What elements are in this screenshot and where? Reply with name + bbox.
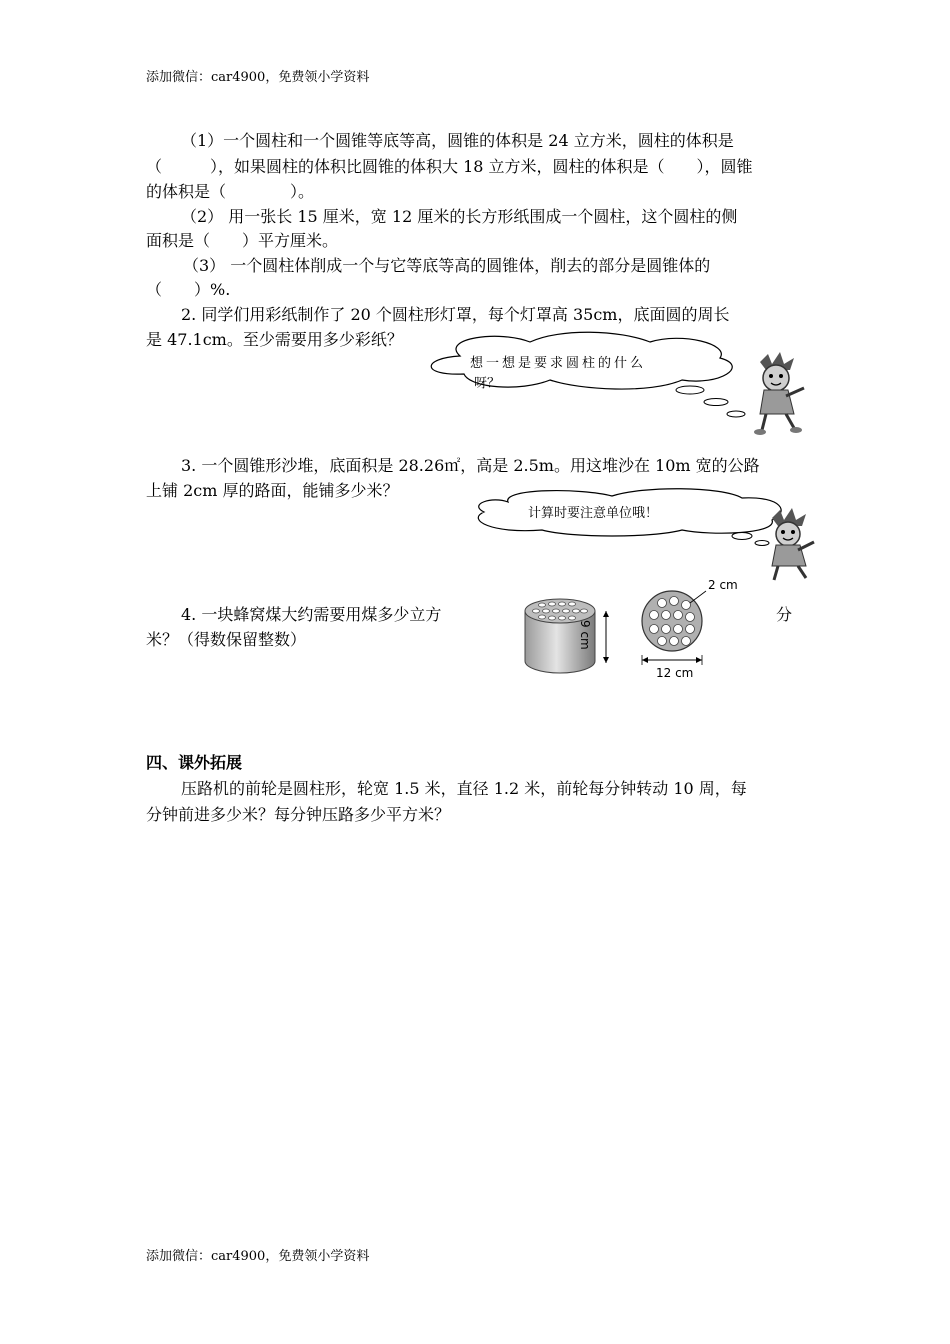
diameter-label: 12 cm bbox=[656, 666, 694, 680]
page-footer: 添加微信：car4900，免费领小学资料 bbox=[146, 1249, 370, 1264]
q4-line-2: 米？（得数保留整数） bbox=[146, 630, 307, 649]
height-label: 9 cm bbox=[578, 620, 592, 650]
q3-line-2: 上铺 2cm 厚的路面，能铺多少米？ bbox=[146, 481, 399, 500]
cartoon-girl-icon bbox=[746, 352, 808, 436]
section-4-line-1: 压路机的前轮是圆柱形，轮宽 1.5 米，直径 1.2 米，前轮每分钟转动 10 周，每 bbox=[181, 779, 747, 798]
briquette-cylinder-icon bbox=[520, 593, 626, 677]
q3-line-1: 3. 一个圆锥形沙堆，底面积是 28.26㎡，高是 2.5m。用这堆沙在 10m 宽的公路 bbox=[181, 456, 760, 475]
bubble-2-text: 计算时要注意单位哦！ bbox=[528, 506, 659, 521]
q2-line-2: 是 47.1cm。至少需要用多少彩纸？ bbox=[146, 330, 403, 349]
thought-bubble-1 bbox=[420, 334, 750, 426]
q1-line-6: （3） 一个圆柱体削成一个与它等底等高的圆锥体，削去的部分是圆锥体的 bbox=[183, 256, 711, 275]
q1-line-4: （2） 用一张长 15 厘米，宽 12 厘米的长方形纸围成一个圆柱，这个圆柱的侧 bbox=[181, 207, 738, 226]
bubble-1-line-2: 呀？ bbox=[474, 376, 501, 391]
page-header: 添加微信：car4900，免费领小学资料 bbox=[146, 70, 370, 85]
bubble-1-line-1: 想一想是要求圆柱的什么 bbox=[470, 356, 647, 371]
q1-line-7: （ ）%. bbox=[146, 280, 231, 299]
cartoon-girl-icon-2 bbox=[760, 508, 818, 584]
q2-line-1: 2. 同学们用彩纸制作了 20 个圆柱形灯罩，每个灯罩高 35cm，底面圆的周长 bbox=[181, 305, 730, 324]
q1-line-5: 面积是（ ）平方厘米。 bbox=[146, 231, 339, 250]
q4-line-1: 4. 一块蜂窝煤大约需要用煤多少立方 bbox=[181, 605, 442, 624]
hole-diameter-label: 2 cm bbox=[708, 578, 738, 592]
briquette-top-view-icon bbox=[636, 585, 746, 679]
q1-line-3: 的体积是（ ）。 bbox=[146, 182, 315, 201]
section-4-title: 四、课外拓展 bbox=[146, 753, 243, 772]
q4-line-1-end: 分 bbox=[776, 605, 793, 624]
q1-line-2: （ ），如果圆柱的体积比圆锥的体积大 18 立方米，圆柱的体积是（ ），圆锥 bbox=[146, 157, 753, 176]
section-4-line-2: 分钟前进多少米？每分钟压路多少平方米？ bbox=[146, 805, 451, 824]
q1-line-1: （1）一个圆柱和一个圆锥等底等高，圆锥的体积是 24 立方米，圆柱的体积是 bbox=[181, 131, 734, 150]
